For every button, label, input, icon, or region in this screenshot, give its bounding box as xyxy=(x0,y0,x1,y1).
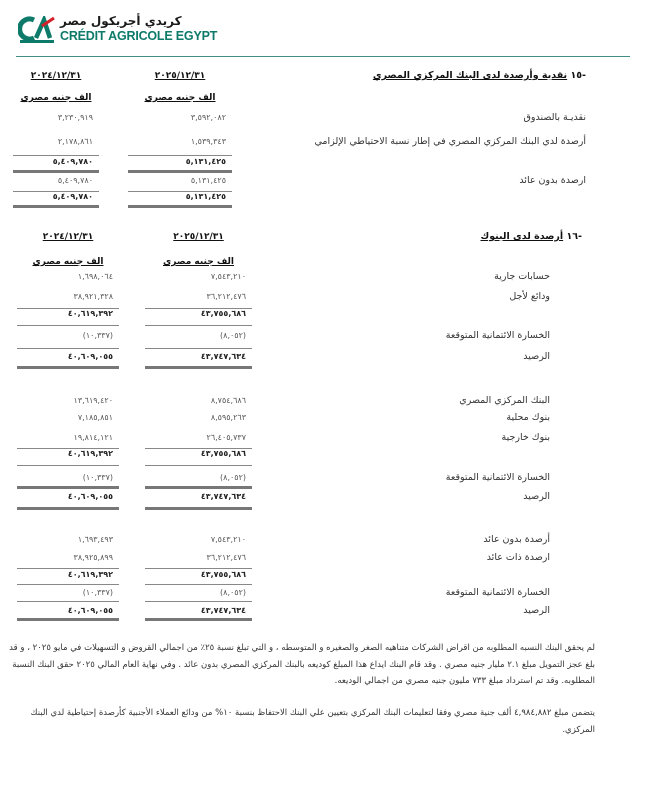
row-label: ودائع لأجل xyxy=(509,291,550,302)
subtotal-rule xyxy=(13,191,99,192)
value-2025: ٤٣,٧٥٥,٦٨٦ xyxy=(200,449,246,458)
value-2024: ٧,١٨٥,٨٥١ xyxy=(77,413,113,422)
value-2025: ٧,٥٤٣,٢١٠ xyxy=(210,535,246,544)
section-title-text: نقدية وأرصدة لدى البنك المركزي المصري xyxy=(372,70,568,81)
subtotal-rule xyxy=(17,584,119,585)
row-label: الرصيد xyxy=(523,351,550,362)
value-2025: ٥,١٣١,٤٢٥ xyxy=(185,192,226,201)
unit-header-2025: الف جنيه مصري xyxy=(162,257,235,267)
subtotal-rule xyxy=(145,601,252,602)
value-2025: ٤٣,٧٤٧,٦٣٤ xyxy=(200,492,246,501)
column-header-2025: ٢٠٢٥/١٢/٣١ xyxy=(154,71,206,81)
subtotal-rule xyxy=(17,448,119,449)
value-2025: ٣,٥٩٢,٠٨٢ xyxy=(190,113,226,122)
value-2024: ٣,٢٣٠,٩١٩ xyxy=(57,113,93,122)
column-header-2024: ٢٠٢٤/١٢/٣١ xyxy=(42,232,94,242)
row-label: البنك المركزي المصري xyxy=(459,395,550,406)
row-label: الخسارة الائتمانية المتوقعة xyxy=(445,587,550,598)
row-label: الرصيد xyxy=(523,605,550,616)
value-2025: (٨,٠٥٢) xyxy=(220,473,246,482)
total-double-rule xyxy=(145,618,252,621)
subtotal-rule xyxy=(128,191,232,192)
value-2024: ١,٦٩٨,٠٦٤ xyxy=(77,272,113,281)
value-2025: ٨,٥٩٥,٢٦٣ xyxy=(210,413,246,422)
subtotal-rule xyxy=(145,348,252,349)
total-double-rule xyxy=(145,366,252,369)
column-header-2025: ٢٠٢٥/١٢/٣١ xyxy=(173,232,224,242)
value-2025: ٢٦,٤٠٥,٧٣٧ xyxy=(206,433,246,442)
total-double-rule xyxy=(145,507,252,510)
value-2024: ٤٠,٦١٩,٣٩٢ xyxy=(67,570,113,579)
value-2025: ٨,٧٥٤,٦٨٦ xyxy=(210,396,246,405)
header-divider xyxy=(16,56,630,57)
value-2025: ٤٣,٧٤٧,٦٣٤ xyxy=(200,606,246,615)
value-2024: ١٩,٨١٤,١٢١ xyxy=(73,433,113,442)
credit-agricole-logo xyxy=(18,16,228,46)
value-2025: (٨,٠٥٢) xyxy=(220,588,246,597)
unit-header-2024: الف جنيه مصري xyxy=(20,93,92,103)
value-2025: ٥,١٣١,٤٢٥ xyxy=(185,157,226,166)
value-2024: ٤٠,٦١٩,٣٩٢ xyxy=(67,309,113,318)
column-header-2024: ٢٠٢٤/١٢/٣١ xyxy=(30,71,82,81)
total-double-rule xyxy=(17,618,119,621)
logo-text-english: CRÉDIT AGRICOLE EGYPT xyxy=(60,29,218,43)
value-2025: ٧,٥٤٣,٢١٠ xyxy=(210,272,246,281)
value-2024: ٣٨,٩٢١,٣٢٨ xyxy=(73,292,113,301)
value-2024: (١٠,٣٣٧) xyxy=(82,588,113,597)
total-double-rule xyxy=(17,486,119,489)
total-double-rule xyxy=(17,507,119,510)
value-2024: ٤٠,٦٠٩,٠٥٥ xyxy=(67,352,113,361)
value-2024: ٣٨,٩٢٥,٨٩٩ xyxy=(73,553,113,562)
value-2024: (١٠,٣٣٧) xyxy=(82,473,113,482)
section15-title xyxy=(373,70,586,82)
value-2025: ٤٣,٧٤٧,٦٣٤ xyxy=(200,352,246,361)
subtotal-rule xyxy=(17,601,119,602)
row-label: ارصدة بدون عائد xyxy=(519,175,586,186)
subtotal-rule xyxy=(145,465,252,466)
value-2024: ٥,٤٠٩,٧٨٠ xyxy=(57,176,93,185)
row-label: الخسارة الائتمانية المتوقعة xyxy=(445,472,550,483)
value-2025: ٣٦,٢١٢,٤٧٦ xyxy=(206,553,246,562)
total-double-rule xyxy=(13,205,99,208)
subtotal-rule xyxy=(17,348,119,349)
value-2025: ٤٣,٧٥٥,٦٨٦ xyxy=(200,309,246,318)
total-double-rule xyxy=(128,170,232,173)
subtotal-rule xyxy=(145,568,252,569)
section-number: -١٦ xyxy=(566,231,582,242)
value-2025: ٤٣,٧٥٥,٦٨٦ xyxy=(200,570,246,579)
unit-header-2025: الف جنيه مصري xyxy=(144,93,216,103)
subtotal-rule xyxy=(145,448,252,449)
row-label: ارصدة ذات عائد xyxy=(486,552,550,563)
subtotal-rule xyxy=(128,155,232,156)
value-2025: ١,٥٣٩,٣٤٣ xyxy=(190,137,226,146)
value-2025: ٥,١٣١,٤٢٥ xyxy=(190,176,226,185)
row-label: بنوك خارجية xyxy=(501,432,550,443)
row-label: بنوك محلية xyxy=(506,412,550,423)
total-double-rule xyxy=(17,366,119,369)
note-paragraph-2: يتضمن مبلغ ٤,٩٨٤,٨٨٢ ألف جنية مصري وفقا لتعليمات البنك المركزي بتعيين علي البنك الاحتفاظ بنسبة ١٠% من ودائع العملاء الأجنبية كأرصدة إحتياطية لدي البنك المركزي. xyxy=(30,708,595,735)
subtotal-rule xyxy=(17,568,119,569)
logo-text-arabic: كريدي أجريكول مصر xyxy=(60,14,182,28)
row-label: أرصدة لدي البنك المركزي المصري في إطار نسبة الاحتياطي الإلزامي xyxy=(314,136,586,147)
value-2024: ٤٠,٦٠٩,٠٥٥ xyxy=(67,606,113,615)
value-2024: ١,٦٩٣,٤٩٣ xyxy=(77,535,113,544)
subtotal-rule xyxy=(145,308,252,309)
total-double-rule xyxy=(145,486,252,489)
value-2025: ٣٦,٢١٢,٤٧٦ xyxy=(206,292,246,301)
row-label: الرصيد xyxy=(523,491,550,502)
section-title-text: أرصدة لدى البنوك xyxy=(480,231,564,242)
value-2024: ٥,٤٠٩,٧٨٠ xyxy=(52,157,93,166)
row-label: الخسارة الائتمانية المتوقعة xyxy=(445,330,550,341)
unit-header-2024: الف جنيه مصري xyxy=(32,257,104,267)
row-label: نقديـة بالصندوق xyxy=(523,112,586,123)
value-2024: ٥,٤٠٩,٧٨٠ xyxy=(52,192,93,201)
subtotal-rule xyxy=(13,155,99,156)
total-double-rule xyxy=(128,205,232,208)
subtotal-rule xyxy=(17,325,119,326)
subtotal-rule xyxy=(145,325,252,326)
subtotal-rule xyxy=(17,465,119,466)
row-label: أرصدة بدون عائد xyxy=(483,534,550,545)
value-2024: ٤٠,٦١٩,٣٩٢ xyxy=(67,449,113,458)
total-double-rule xyxy=(13,170,99,173)
section-number: -١٥ xyxy=(570,70,586,81)
subtotal-rule xyxy=(17,308,119,309)
note-paragraph-1: لم يحقق البنك النسبه المطلوبه من اقراض الشركات متناهيه الصغر والصغيره و المتوسطه ، و التي تبلغ نسبة ٢٥٪ من اجمالي القروض و التسهيلات في مايو ٢٠٢٥ ، و قد بلغ عجز التمويل مبلغ ٢.١ مليار جنيه مصري . وقد قام البنك ايداع هذا المبلغ كوديعه بالبنك المركزي المصري بدون عائد . وفي نهاية العام المالي ٢٠٢٥ حقق البنك النسبة المطلوبه. وقد تم استرداد مبلغ ٧٣٣ مليون جنيه مصري من اجمالي الوديعه. xyxy=(9,643,595,686)
logo-mark-icon xyxy=(18,16,56,44)
subtotal-rule xyxy=(145,584,252,585)
value-2024: ١٣,٦١٩,٤٢٠ xyxy=(73,396,113,405)
row-label: حسابات جارية xyxy=(494,271,550,282)
value-2025: (٨,٠٥٢) xyxy=(220,331,246,340)
section16-title xyxy=(481,231,583,243)
value-2024: ٢,١٧٨,٨٦١ xyxy=(57,137,93,146)
value-2024: (١٠,٣٣٧) xyxy=(82,331,113,340)
value-2024: ٤٠,٦٠٩,٠٥٥ xyxy=(67,492,113,501)
